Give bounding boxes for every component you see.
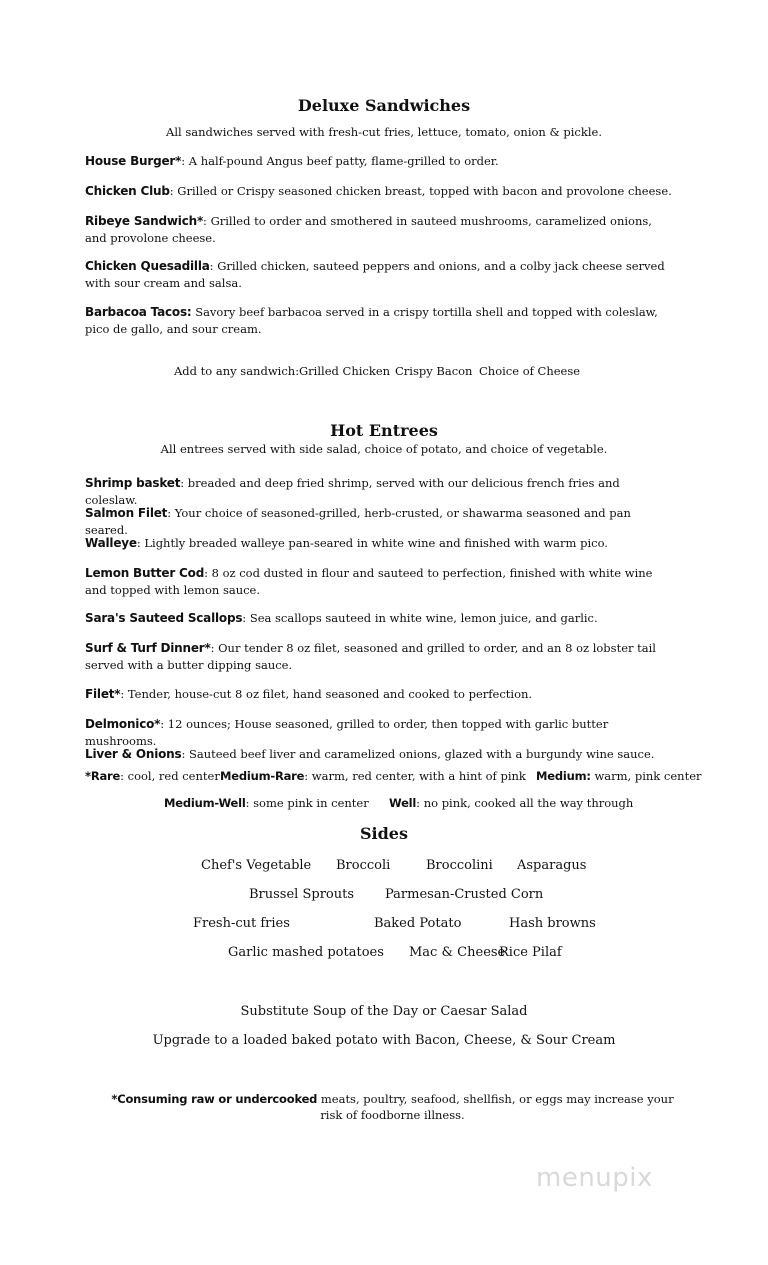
addon-item: Choice of Cheese [479, 364, 581, 378]
addon-item: Crispy Bacon [395, 364, 473, 378]
side-item: Parmesan-Crusted Corn [385, 887, 544, 902]
side-item: Broccolini [426, 858, 493, 873]
item-name: Shrimp basket [85, 476, 181, 490]
item-desc: Tender, house-cut 8 oz filet, hand seasoned and cooked to perfection. [127, 687, 533, 701]
item-name: Sara's Sauteed Scallops [85, 611, 243, 625]
item-name: Surf & Turf Dinner* [85, 641, 211, 655]
side-item: Chef's Vegetable [201, 858, 312, 873]
item-name: Ribeye Sandwich* [85, 214, 204, 228]
item-name: Chicken Quesadilla [85, 259, 210, 273]
sandwiches-subtitle: All sandwiches served with fresh-cut fries, lettuce, tomato, onion & pickle. [166, 125, 602, 139]
item-name: Delmonico* [85, 717, 161, 731]
menu-item: Sara's Sauteed Scallops: Sea scallops sauteed in white wine, lemon juice, and garlic. [85, 611, 598, 625]
menu-item [85, 304, 675, 337]
item-name: Chicken Club [85, 184, 170, 198]
addons-label: Add to any sandwich: [174, 364, 300, 378]
consumer-advisory: *Consuming raw or undercooked meats, poultry, seafood, shellfish, or eggs may increase your risk of foodborne illness. [111, 1092, 674, 1122]
item-desc: 12 ounces; House seasoned, grilled to order, then topped with garlic butter mushrooms. [85, 717, 609, 748]
menu-item: Lemon Butter Cod: 8 oz cod dusted in flour and sauteed to perfection, finished with white wine and topped with lemon sauce. [85, 566, 653, 597]
item-desc: Sea scallops sauteed in white wine, lemon juice, and garlic. [249, 611, 598, 625]
menu-item: Ribeye Sandwich*: Grilled to order and smothered in sauteed mushrooms, caramelized onions, and provolone cheese. [85, 214, 652, 245]
side-item: Fresh-cut fries [193, 916, 290, 931]
menu-item: Filet*: Tender, house-cut 8 oz filet, hand seasoned and cooked to perfection. [85, 687, 533, 701]
temp-medium-rare: Medium-Rare: warm, red center, with a hint of pink [220, 769, 526, 783]
menu-item: Liver & Onions: Sauteed beef liver and caramelized onions, glazed with a burgundy wine sauce. [85, 747, 655, 761]
upgrade-note: Upgrade to a loaded baked potato with Bacon, Cheese, & Sour Cream [152, 1033, 616, 1048]
sandwiches-title: Deluxe Sandwiches [297, 96, 471, 115]
side-item: Mac & Cheese [409, 945, 506, 960]
menu-item: Delmonico*: 12 ounces; House seasoned, grilled to order, then topped with garlic butter mushrooms. [85, 717, 609, 748]
item-name: Filet* [85, 687, 121, 701]
item-desc: Lightly breaded walleye pan-seared in white wine and finished with warm pico. [144, 536, 608, 550]
item-name: Barbacoa Tacos: [85, 305, 192, 319]
side-item: Baked Potato [374, 916, 462, 931]
sides-title: Sides [359, 824, 408, 843]
item-name: House Burger* [85, 154, 182, 168]
menu-item: House Burger*: A half-pound Angus beef patty, flame-grilled to order. [85, 154, 499, 168]
side-item: Asparagus [517, 858, 587, 873]
temp-well: Well: no pink, cooked all the way through [389, 796, 634, 810]
item-desc: Grilled or Crispy seasoned chicken breast, topped with bacon and provolone cheese. [177, 184, 672, 198]
side-item: Rice Pilaf [499, 945, 562, 960]
temp-medium: Medium: warm, pink center [536, 769, 702, 783]
item-desc: Our tender 8 oz filet, seasoned and grilled to order, and an 8 oz lobster tail served with a butter dipping sauce. [85, 641, 656, 672]
menu-item: Chicken Club: Grilled or Crispy seasoned chicken breast, topped with bacon and provolone cheese. [85, 184, 672, 198]
item-name: Liver & Onions [85, 747, 182, 761]
item-desc: 8 oz cod dusted in flour and sauteed to perfection, finished with white wine and topped with lemon sauce. [85, 566, 653, 597]
item-desc: A half-pound Angus beef patty, flame-grilled to order. [188, 154, 499, 168]
item-desc: Sauteed beef liver and caramelized onions, glazed with a burgundy wine sauce. [188, 747, 655, 761]
menupix-watermark: menupix [536, 1163, 653, 1193]
side-item: Garlic mashed potatoes [228, 945, 384, 960]
item-name: Lemon Butter Cod [85, 566, 205, 580]
menu-item: Salmon Filet: Your choice of seasoned-grilled, herb-crusted, or shawarma seasoned and pan seared. [85, 506, 631, 537]
temp-rare: *Rare: cool, red center [85, 769, 220, 783]
substitute-note: Substitute Soup of the Day or Caesar Salad [240, 1004, 528, 1019]
menu-item: Walleye: Lightly breaded walleye pan-seared in white wine and finished with warm pico. [85, 536, 608, 550]
side-item: Broccoli [336, 858, 391, 873]
item-desc: Grilled to order and smothered in sauteed mushrooms, caramelized onions, and provolone cheese. [85, 214, 652, 245]
side-item: Brussel Sprouts [249, 887, 355, 902]
menu-item: Chicken Quesadilla: Grilled chicken, sauteed peppers and onions, and a colby jack cheese served with sour cream and salsa. [85, 259, 665, 290]
temp-medium-well: Medium-Well: some pink in center [164, 796, 369, 810]
entrees-title: Hot Entrees [330, 421, 438, 440]
item-name: Walleye [85, 536, 137, 550]
item-desc: Your choice of seasoned-grilled, herb-crusted, or shawarma seasoned and pan seared. [85, 506, 631, 537]
item-desc: breaded and deep fried shrimp, served with our delicious french fries and coleslaw. [85, 476, 620, 507]
item-desc: Grilled chicken, sauteed peppers and onions, and a colby jack cheese served with sour cream and salsa. [85, 259, 665, 290]
entrees-subtitle: All entrees served with side salad, choice of potato, and choice of vegetable. [160, 442, 608, 456]
menu-item: Shrimp basket: breaded and deep fried shrimp, served with our delicious french fries and coleslaw. [85, 476, 620, 507]
item-desc: Savory beef barbacoa served in a crispy tortilla shell and topped with coleslaw, pico de gallo, and sour cream. [85, 305, 658, 336]
addon-item: Grilled Chicken [299, 364, 391, 378]
menu-item: Surf & Turf Dinner*: Our tender 8 oz filet, seasoned and grilled to order, and an 8 oz lobster tail served with a butter dipping sauce. [85, 641, 656, 672]
item-name: Salmon Filet [85, 506, 168, 520]
side-item: Hash browns [509, 916, 596, 931]
